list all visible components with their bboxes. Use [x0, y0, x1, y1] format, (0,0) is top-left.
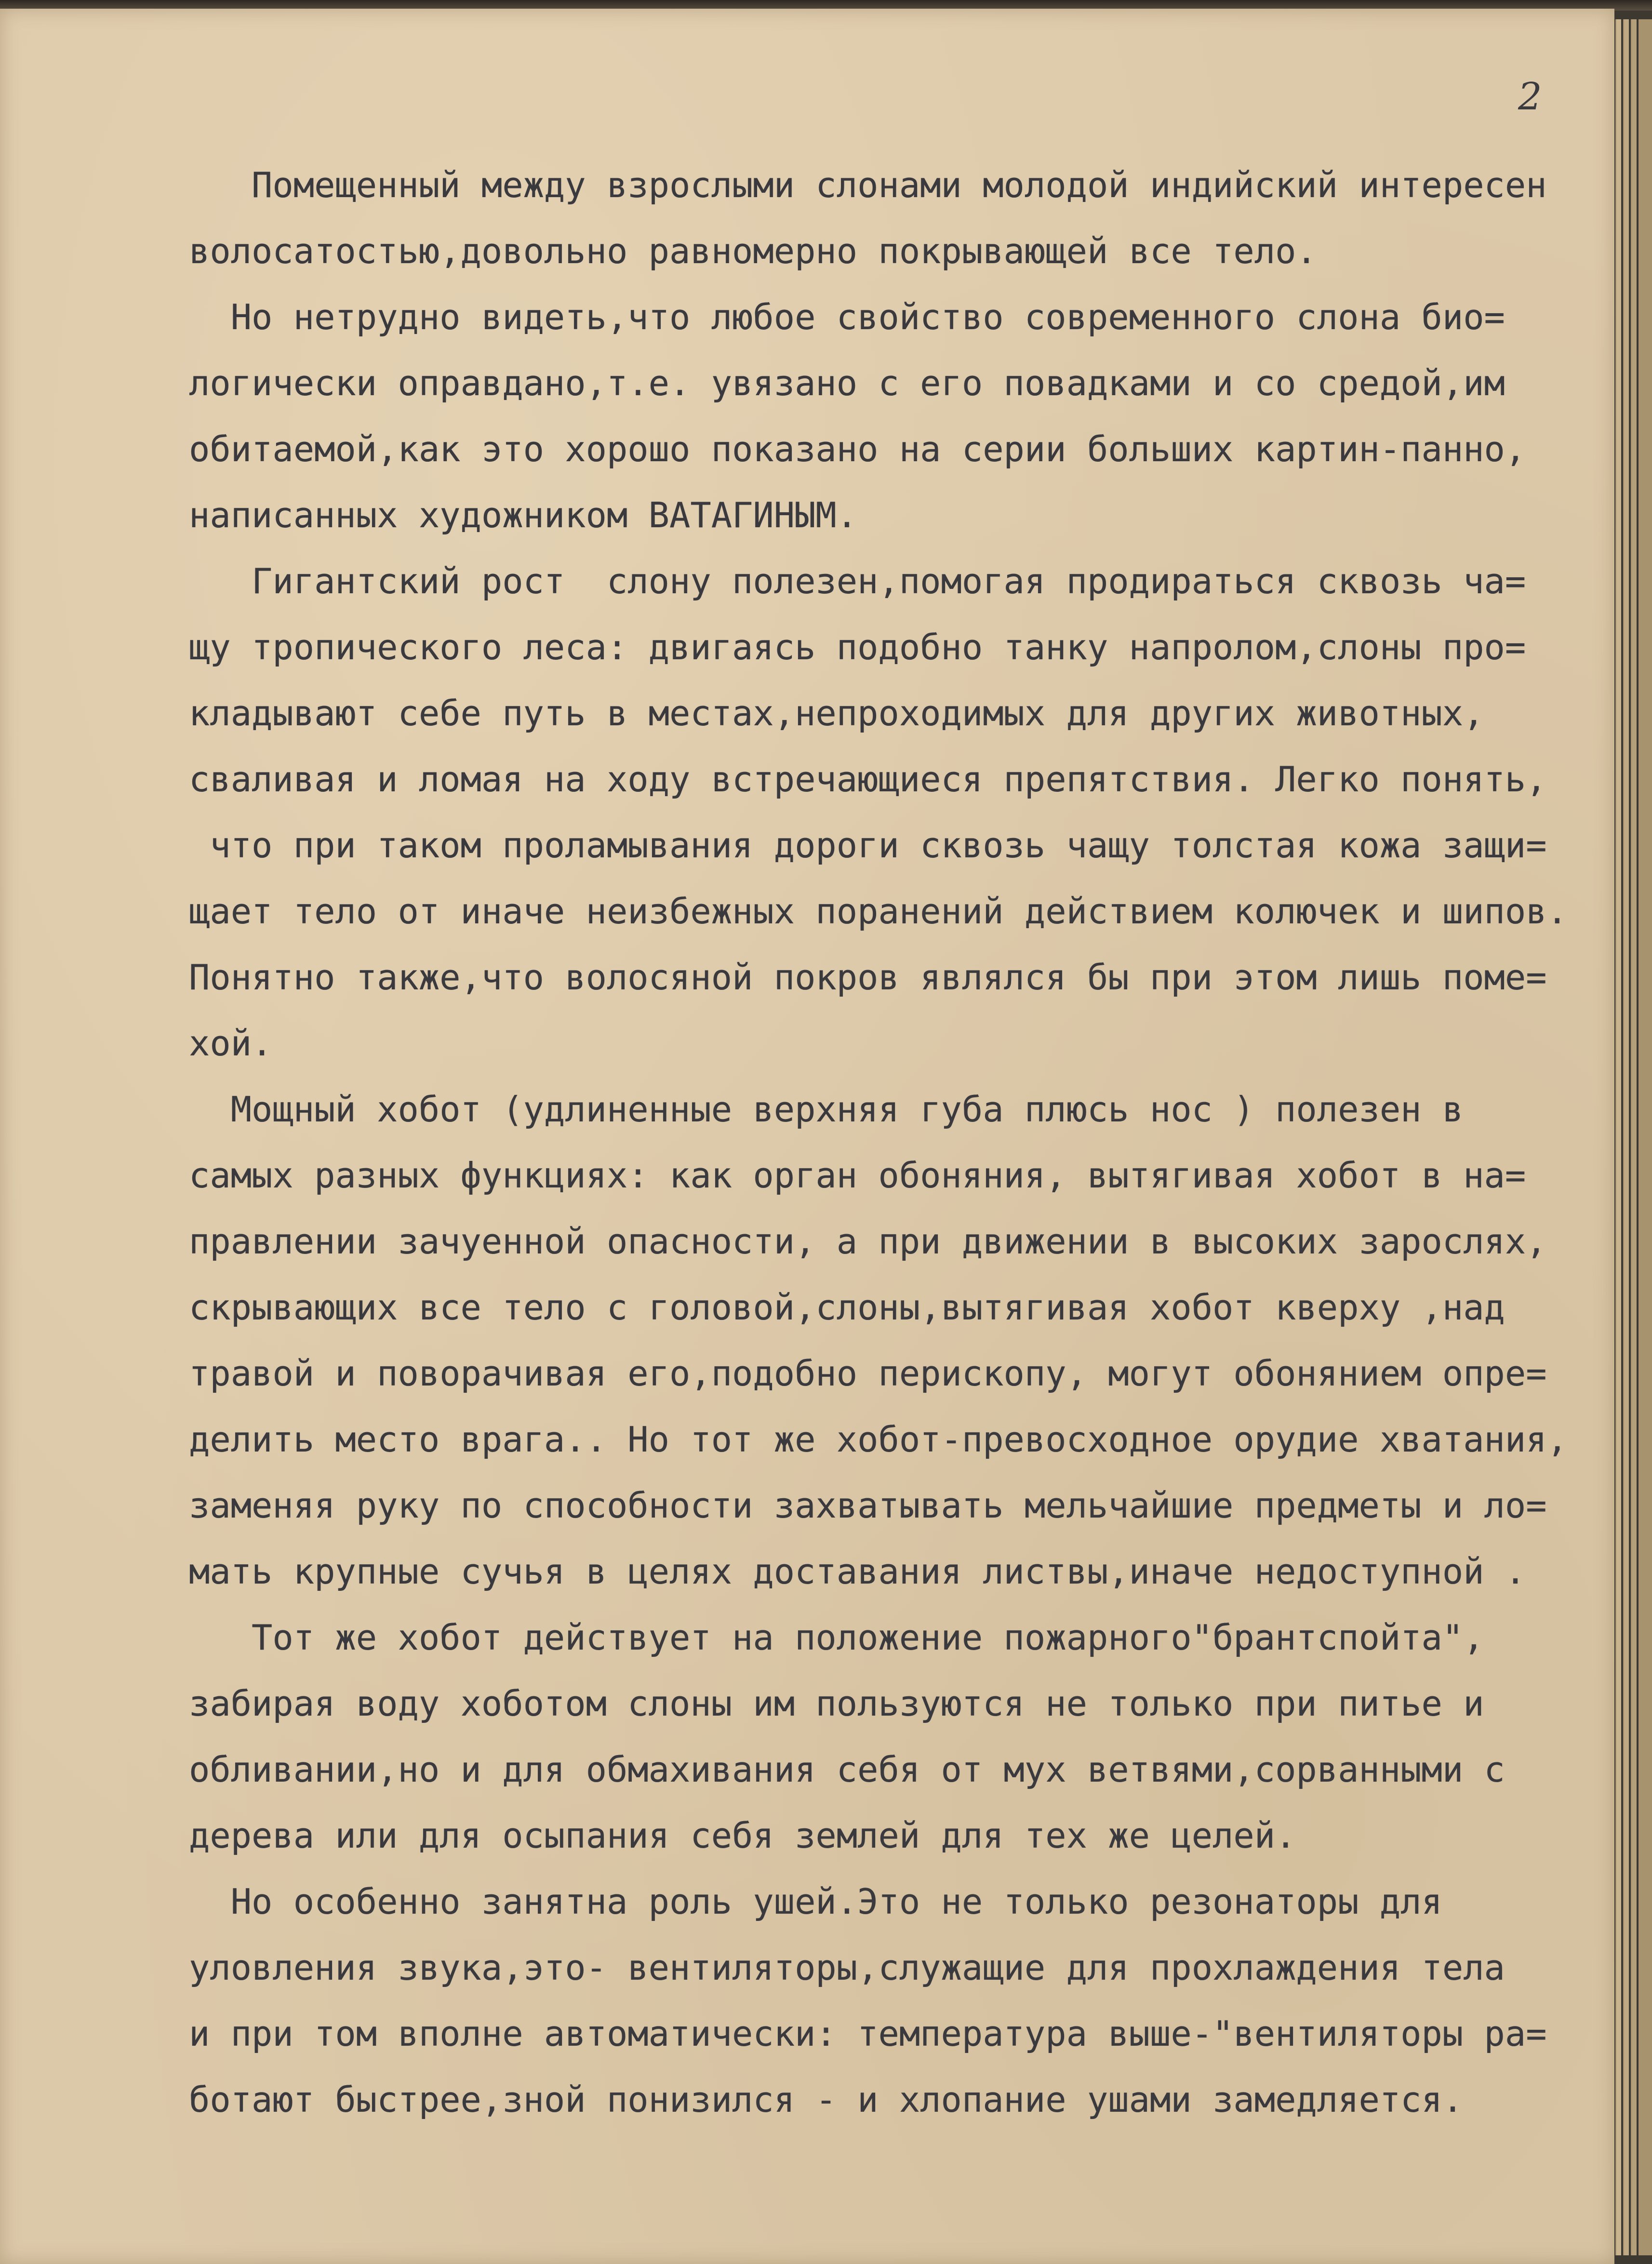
- page-edge: [1639, 19, 1652, 2255]
- text-line: самых разных функциях: как орган обоняния, вытягивая хобот в на=: [189, 1155, 1526, 1196]
- text-line: хой.: [189, 1023, 273, 1064]
- text-line: щает тело от иначе неизбежных поранений действием колючек и шипов.: [189, 891, 1568, 932]
- text-line: Помещенный между взрослыми слонами молодой индийский интересен: [189, 165, 1547, 205]
- text-line: Тот же хобот действует на положение пожарного"брантспойта",: [189, 1617, 1484, 1658]
- page-number: 2: [1518, 75, 1542, 119]
- text-line: что при таком проламывания дороги сквозь чащу толстая кожа защи=: [189, 825, 1547, 866]
- text-line: заменяя руку по способности захватывать мельчайшие предметы и ло=: [189, 1485, 1547, 1526]
- text-line: написанных художником ВАТАГИНЫМ.: [189, 495, 858, 535]
- text-line: правлении зачуенной опасности, а при движении в высоких зарослях,: [189, 1221, 1547, 1262]
- text-line: делить место врага.. Но тот же хобот-превосходное орудие хватания,: [189, 1419, 1568, 1460]
- text-line: дерева или для осыпания себя землей для тех же целей.: [189, 1815, 1296, 1856]
- text-line: щу тропического леса: двигаясь подобно танку напролом,слоны про=: [189, 627, 1526, 667]
- text-line: обитаемой,как это хорошо показано на серии больших картин-панно,: [189, 429, 1526, 469]
- text-line: ботают быстрее,зной понизился - и хлопание ушами замедляется.: [189, 2079, 1464, 2120]
- text-line: обливании,но и для обмахивания себя от мух ветвями,сорванными с: [189, 1749, 1505, 1790]
- page-edge: [1615, 19, 1621, 2255]
- page-edge: [1631, 19, 1637, 2255]
- text-line: забирая воду хоботом слоны им пользуются не только при питье и: [189, 1683, 1484, 1724]
- text-line: Но особенно занятна роль ушей.Это не только резонаторы для: [189, 1881, 1442, 1922]
- text-line: мать крупные сучья в целях доставания листвы,иначе недоступной .: [189, 1551, 1526, 1592]
- text-line: логически оправдано,т.е. увязано с его повадками и со средой,им: [189, 363, 1505, 403]
- body-text: [189, 152, 1577, 2133]
- text-line: травой и поворачивая его,подобно перископу, могут обонянием опре=: [189, 1353, 1547, 1394]
- text-line: и при том вполне автоматически: температура выше-"вентиляторы ра=: [189, 2013, 1547, 2054]
- page-edge: [1623, 19, 1629, 2255]
- text-line: скрывающих все тело с головой,слоны,вытягивая хобот кверху ,над: [189, 1287, 1505, 1328]
- text-line: Гигантский рост слону полезен,помогая продираться сквозь ча=: [189, 561, 1526, 601]
- text-line: уловления звука,это- вентиляторы,служащие для прохлаждения тела: [189, 1947, 1505, 1988]
- text-line: Но нетрудно видеть,что любое свойство современного слона био=: [189, 297, 1505, 337]
- text-line: Мощный хобот (удлиненные верхняя губа плюсь нос ) полезен в: [189, 1089, 1464, 1130]
- text-line: кладывают себе путь в местах,непроходимых для других животных,: [189, 693, 1484, 733]
- text-line: сваливая и ломая на ходу встречающиеся препятствия. Легко понять,: [189, 759, 1547, 799]
- text-line: Понятно также,что волосяной покров являлся бы при этом лишь поме=: [189, 957, 1547, 998]
- typewritten-page: [0, 9, 1614, 2264]
- text-line: волосатостью,довольно равномерно покрывающей все тело.: [189, 231, 1317, 271]
